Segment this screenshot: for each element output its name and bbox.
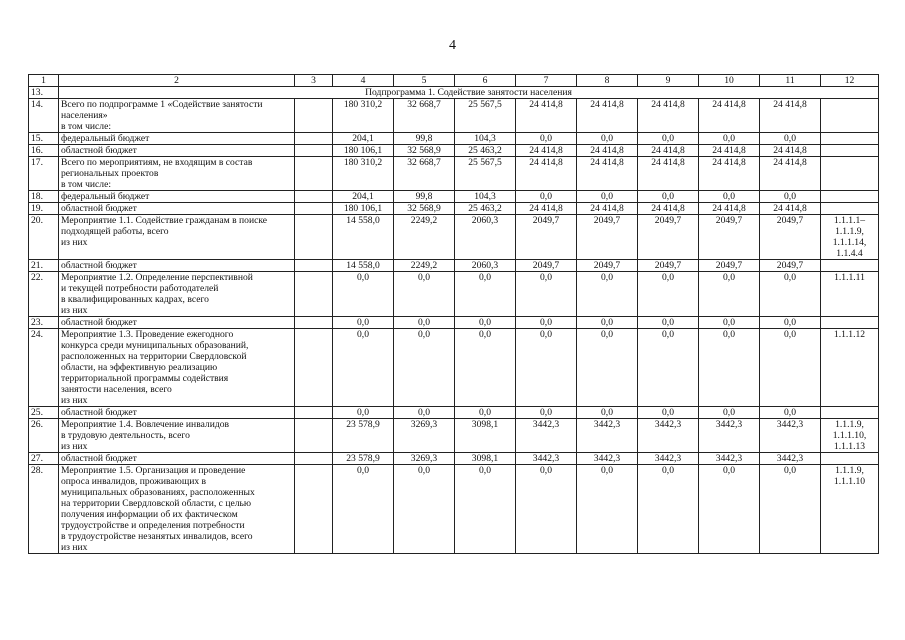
target-indicator-cell: 1.1.1.11 — [821, 272, 879, 317]
value-cell: 0,0 — [516, 133, 577, 145]
value-cell: 25 463,2 — [455, 145, 516, 157]
description-line: областной бюджет — [61, 317, 137, 328]
description-line: региональных проектов — [61, 168, 159, 179]
table-row — [29, 465, 879, 554]
value-cell: 24 414,8 — [638, 157, 699, 191]
row-number: 15. — [29, 133, 59, 145]
description-line: областной бюджет — [61, 203, 137, 214]
value-cell: 0,0 — [394, 465, 455, 554]
value-cell: 0,0 — [516, 329, 577, 407]
table-row — [29, 191, 879, 203]
column-3-cell — [295, 260, 333, 272]
value-cell: 0,0 — [638, 465, 699, 554]
value-cell: 24 414,8 — [760, 145, 821, 157]
column-3-cell — [295, 203, 333, 215]
value-cell: 0,0 — [699, 133, 760, 145]
value-cell: 24 414,8 — [760, 203, 821, 215]
description-line: федеральный бюджет — [61, 133, 150, 144]
description-line: Мероприятие 1.5. Организация и проведение — [61, 465, 246, 476]
value-cell: 24 414,8 — [516, 157, 577, 191]
value-cell: 180 310,2 — [333, 99, 394, 133]
table-row — [29, 407, 879, 419]
value-cell: 0,0 — [333, 317, 394, 329]
target-indicator-cell: 1.1.1.9, 1.1.1.10, 1.1.1.13 — [821, 419, 879, 453]
value-cell: 3098,1 — [455, 453, 516, 465]
value-cell: 0,0 — [760, 329, 821, 407]
target-indicator-cell: 1.1.1.12 — [821, 329, 879, 407]
value-cell: 0,0 — [699, 272, 760, 317]
value-cell: 24 414,8 — [760, 157, 821, 191]
column-3-cell — [295, 272, 333, 317]
description-line: Мероприятие 1.1. Содействие гражданам в поиске — [61, 215, 268, 226]
value-cell: 24 414,8 — [577, 145, 638, 157]
value-cell: 0,0 — [394, 407, 455, 419]
column-header: 12 — [821, 75, 879, 87]
value-cell: 0,0 — [455, 329, 516, 407]
value-cell: 3098,1 — [455, 419, 516, 453]
table-row — [29, 157, 879, 191]
table-row — [29, 453, 879, 465]
description-line: Мероприятие 1.4. Вовлечение инвалидов — [61, 419, 230, 430]
value-cell: 0,0 — [455, 465, 516, 554]
table-row — [29, 260, 879, 272]
description-line: населения» — [61, 110, 108, 121]
description-line: в трудоустройстве незанятых инвалидов, всего — [61, 531, 253, 542]
value-cell: 0,0 — [516, 272, 577, 317]
row-description — [59, 145, 295, 157]
description-line: областной бюджет — [61, 145, 137, 156]
description-line: из них — [61, 542, 88, 553]
value-cell: 24 414,8 — [577, 99, 638, 133]
description-line: территориальной программы содействия — [61, 373, 229, 384]
value-cell: 3269,3 — [394, 419, 455, 453]
value-cell: 0,0 — [638, 407, 699, 419]
column-header: 8 — [577, 75, 638, 87]
row-number: 16. — [29, 145, 59, 157]
value-cell: 2049,7 — [577, 215, 638, 260]
target-indicator-cell — [821, 157, 879, 191]
table-row — [29, 317, 879, 329]
value-cell: 180 106,1 — [333, 145, 394, 157]
value-cell: 32 568,9 — [394, 145, 455, 157]
target-indicator-cell — [821, 133, 879, 145]
column-header: 2 — [59, 75, 295, 87]
value-cell: 0,0 — [577, 407, 638, 419]
description-line: Всего по подпрограмме 1 «Содействие занятости — [61, 99, 263, 110]
value-cell: 0,0 — [455, 407, 516, 419]
column-3-cell — [295, 157, 333, 191]
value-cell: 0,0 — [760, 407, 821, 419]
value-cell: 0,0 — [394, 329, 455, 407]
value-cell: 2249,2 — [394, 215, 455, 260]
value-cell: 0,0 — [638, 329, 699, 407]
row-description — [59, 215, 295, 260]
description-line: трудоустройстве и определения потребности — [61, 520, 245, 531]
column-3-cell — [295, 145, 333, 157]
target-indicator-cell — [821, 203, 879, 215]
row-description — [59, 465, 295, 554]
value-cell: 23 578,9 — [333, 453, 394, 465]
value-cell: 0,0 — [516, 191, 577, 203]
description-line: конкурса среди муниципальных образований, — [61, 340, 249, 351]
value-cell: 24 414,8 — [516, 145, 577, 157]
row-description — [59, 419, 295, 453]
description-line: областной бюджет — [61, 260, 137, 271]
value-cell: 204,1 — [333, 133, 394, 145]
value-cell: 2049,7 — [760, 260, 821, 272]
column-3-cell — [295, 215, 333, 260]
target-indicator-cell: 1.1.1.9, 1.1.1.10 — [821, 465, 879, 554]
value-cell: 3442,3 — [760, 419, 821, 453]
column-number-row — [29, 75, 879, 87]
value-cell: 2049,7 — [638, 260, 699, 272]
value-cell: 2049,7 — [699, 215, 760, 260]
value-cell: 24 414,8 — [699, 99, 760, 133]
value-cell: 3442,3 — [516, 419, 577, 453]
table-row — [29, 272, 879, 317]
row-number: 17. — [29, 157, 59, 191]
value-cell: 24 414,8 — [516, 203, 577, 215]
column-header: 6 — [455, 75, 516, 87]
column-3-cell — [295, 419, 333, 453]
value-cell: 0,0 — [333, 407, 394, 419]
value-cell: 99,8 — [394, 191, 455, 203]
value-cell: 0,0 — [699, 329, 760, 407]
column-3-cell — [295, 407, 333, 419]
table-row — [29, 215, 879, 260]
target-indicator-cell — [821, 453, 879, 465]
column-3-cell — [295, 99, 333, 133]
value-cell: 3442,3 — [638, 453, 699, 465]
value-cell: 3442,3 — [577, 453, 638, 465]
value-cell: 104,3 — [455, 133, 516, 145]
value-cell: 23 578,9 — [333, 419, 394, 453]
value-cell: 0,0 — [516, 317, 577, 329]
target-indicator-cell — [821, 99, 879, 133]
value-cell: 2049,7 — [760, 215, 821, 260]
value-cell: 0,0 — [760, 133, 821, 145]
column-3-cell — [295, 133, 333, 145]
row-description — [59, 329, 295, 407]
value-cell: 99,8 — [394, 133, 455, 145]
value-cell: 204,1 — [333, 191, 394, 203]
value-cell: 32 668,7 — [394, 99, 455, 133]
row-description — [59, 191, 295, 203]
row-description — [59, 133, 295, 145]
value-cell: 24 414,8 — [699, 145, 760, 157]
value-cell: 0,0 — [333, 465, 394, 554]
column-3-cell — [295, 329, 333, 407]
description-line: Мероприятие 1.2. Определение перспективной — [61, 272, 253, 283]
column-3-cell — [295, 191, 333, 203]
value-cell: 32 568,9 — [394, 203, 455, 215]
value-cell: 0,0 — [394, 317, 455, 329]
column-header: 11 — [760, 75, 821, 87]
value-cell: 3442,3 — [760, 453, 821, 465]
value-cell: 24 414,8 — [760, 99, 821, 133]
value-cell: 32 668,7 — [394, 157, 455, 191]
value-cell: 0,0 — [760, 317, 821, 329]
row-number: 26. — [29, 419, 59, 453]
value-cell: 0,0 — [638, 317, 699, 329]
row-description — [59, 260, 295, 272]
description-line: подходящей работы, всего — [61, 226, 169, 237]
row-number: 27. — [29, 453, 59, 465]
row-number: 23. — [29, 317, 59, 329]
value-cell: 0,0 — [394, 272, 455, 317]
description-line: федеральный бюджет — [61, 191, 150, 202]
column-3-cell — [295, 453, 333, 465]
row-description — [59, 317, 295, 329]
row-description — [59, 203, 295, 215]
value-cell: 0,0 — [638, 133, 699, 145]
value-cell: 0,0 — [699, 465, 760, 554]
value-cell: 0,0 — [699, 317, 760, 329]
description-line: из них — [61, 237, 88, 248]
row-description — [59, 99, 295, 133]
value-cell: 0,0 — [577, 133, 638, 145]
value-cell: 2060,3 — [455, 215, 516, 260]
column-header: 9 — [638, 75, 699, 87]
value-cell: 0,0 — [760, 191, 821, 203]
value-cell: 0,0 — [333, 272, 394, 317]
table-row — [29, 329, 879, 407]
value-cell: 24 414,8 — [577, 157, 638, 191]
value-cell: 3269,3 — [394, 453, 455, 465]
value-cell: 0,0 — [577, 317, 638, 329]
description-line: получения информации об их фактическом — [61, 509, 238, 520]
value-cell: 0,0 — [455, 317, 516, 329]
row-number: 21. — [29, 260, 59, 272]
value-cell: 0,0 — [699, 407, 760, 419]
row-number: 19. — [29, 203, 59, 215]
table-row — [29, 99, 879, 133]
row-number: 25. — [29, 407, 59, 419]
value-cell: 14 558,0 — [333, 215, 394, 260]
row-number: 18. — [29, 191, 59, 203]
value-cell: 104,3 — [455, 191, 516, 203]
value-cell: 2249,2 — [394, 260, 455, 272]
value-cell: 3442,3 — [516, 453, 577, 465]
description-line: и текущей потребности работодателей — [61, 283, 219, 294]
value-cell: 25 567,5 — [455, 99, 516, 133]
value-cell: 25 567,5 — [455, 157, 516, 191]
value-cell: 24 414,8 — [699, 203, 760, 215]
table-row — [29, 419, 879, 453]
description-line: в квалифицированных кадрах, всего — [61, 294, 209, 305]
value-cell: 0,0 — [699, 191, 760, 203]
value-cell: 3442,3 — [699, 419, 760, 453]
description-line: областной бюджет — [61, 407, 137, 418]
row-description — [59, 407, 295, 419]
value-cell: 14 558,0 — [333, 260, 394, 272]
value-cell: 2049,7 — [516, 260, 577, 272]
column-header: 7 — [516, 75, 577, 87]
row-number: 13. — [29, 87, 59, 99]
description-line: из них — [61, 305, 88, 316]
value-cell: 24 414,8 — [638, 203, 699, 215]
description-line: занятости населения, всего — [61, 384, 172, 395]
value-cell: 0,0 — [638, 191, 699, 203]
row-number: 28. — [29, 465, 59, 554]
column-header: 10 — [699, 75, 760, 87]
table-row — [29, 203, 879, 215]
value-cell: 0,0 — [516, 407, 577, 419]
description-line: в том числе: — [61, 121, 112, 132]
row-number: 24. — [29, 329, 59, 407]
description-line: в трудовую деятельность, всего — [61, 430, 190, 441]
value-cell: 24 414,8 — [638, 145, 699, 157]
description-line: из них — [61, 441, 88, 452]
description-line: Мероприятие 1.3. Проведение ежегодного — [61, 329, 234, 340]
column-header: 5 — [394, 75, 455, 87]
value-cell: 0,0 — [760, 272, 821, 317]
table-row — [29, 145, 879, 157]
value-cell: 3442,3 — [699, 453, 760, 465]
page-number: 4 — [449, 38, 456, 53]
value-cell: 24 414,8 — [577, 203, 638, 215]
column-header: 4 — [333, 75, 394, 87]
target-indicator-cell — [821, 145, 879, 157]
description-line: области, на эффективную реализацию — [61, 362, 218, 373]
row-number: 14. — [29, 99, 59, 133]
description-line: муниципальных образованиях, расположенных — [61, 487, 255, 498]
column-header: 3 — [295, 75, 333, 87]
value-cell: 25 463,2 — [455, 203, 516, 215]
value-cell: 2049,7 — [577, 260, 638, 272]
column-header: 1 — [29, 75, 59, 87]
target-indicator-cell: 1.1.1.1– 1.1.1.9, 1.1.1.14, 1.1.4.4 — [821, 215, 879, 260]
description-line: опроса инвалидов, проживающих в — [61, 476, 207, 487]
subprogram-row — [29, 87, 879, 99]
description-line: Всего по мероприятиям, не входящим в состав — [61, 157, 253, 168]
row-number: 20. — [29, 215, 59, 260]
row-description — [59, 157, 295, 191]
value-cell: 180 310,2 — [333, 157, 394, 191]
value-cell: 24 414,8 — [638, 99, 699, 133]
budget-table — [28, 74, 879, 554]
description-line: из них — [61, 395, 88, 406]
value-cell: 0,0 — [516, 465, 577, 554]
row-number: 22. — [29, 272, 59, 317]
description-line: на территории Свердловской области, с целью — [61, 498, 252, 509]
value-cell: 0,0 — [577, 191, 638, 203]
value-cell: 0,0 — [577, 465, 638, 554]
value-cell: 0,0 — [577, 329, 638, 407]
value-cell: 0,0 — [760, 465, 821, 554]
column-3-cell — [295, 465, 333, 554]
value-cell: 3442,3 — [577, 419, 638, 453]
column-3-cell — [295, 317, 333, 329]
value-cell: 0,0 — [638, 272, 699, 317]
target-indicator-cell — [821, 260, 879, 272]
target-indicator-cell — [821, 407, 879, 419]
value-cell: 0,0 — [455, 272, 516, 317]
target-indicator-cell — [821, 317, 879, 329]
value-cell: 24 414,8 — [699, 157, 760, 191]
value-cell: 0,0 — [577, 272, 638, 317]
description-line: расположенных на территории Свердловской — [61, 351, 247, 362]
description-line: областной бюджет — [61, 453, 137, 464]
value-cell: 2049,7 — [699, 260, 760, 272]
value-cell: 3442,3 — [638, 419, 699, 453]
row-description — [59, 272, 295, 317]
value-cell: 0,0 — [333, 329, 394, 407]
value-cell: 180 106,1 — [333, 203, 394, 215]
value-cell: 2049,7 — [516, 215, 577, 260]
description-line: в том числе: — [61, 179, 112, 190]
value-cell: 24 414,8 — [516, 99, 577, 133]
target-indicator-cell — [821, 191, 879, 203]
value-cell: 2049,7 — [638, 215, 699, 260]
row-description — [59, 453, 295, 465]
value-cell: 2060,3 — [455, 260, 516, 272]
table-row — [29, 133, 879, 145]
subprogram-title: Подпрограмма 1. Содействие занятости населения — [59, 87, 879, 99]
